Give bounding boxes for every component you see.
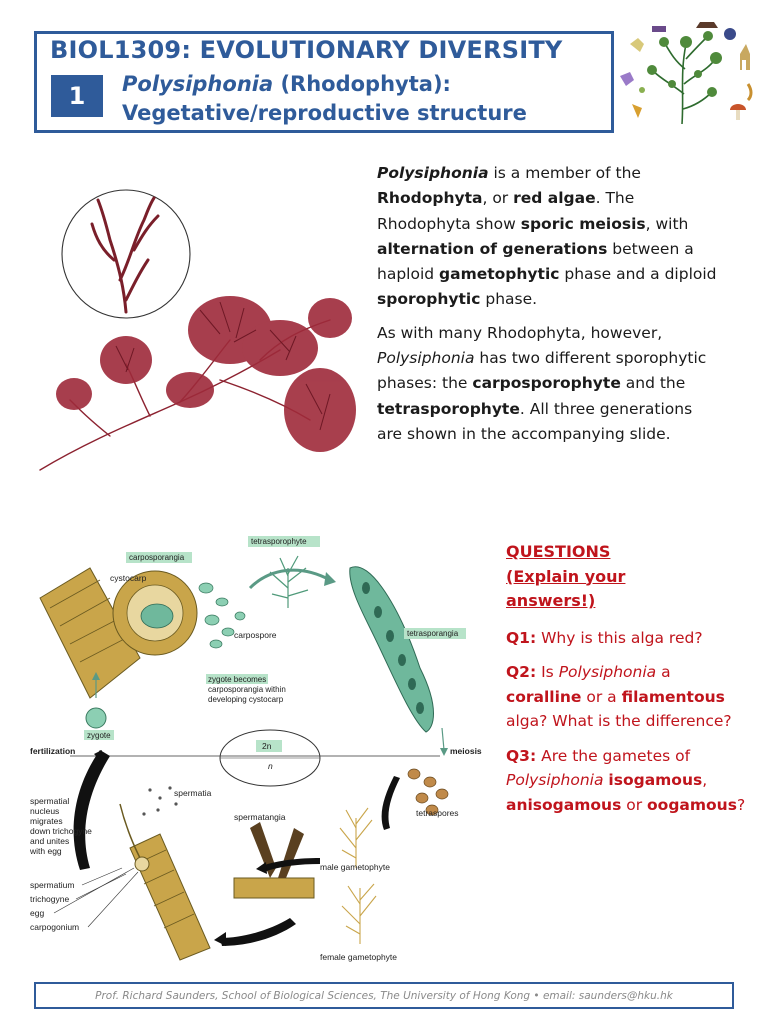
label-spermatial-1: spermatial: [30, 796, 70, 806]
question-1: Q1: Why is this alga red?: [506, 628, 703, 647]
label-zygote-becomes-3: developing cystocarp: [208, 695, 284, 704]
label-spermatium: spermatium: [30, 880, 75, 890]
label-tetraspores: tetraspores: [416, 808, 459, 818]
label-female-gametophyte: female gametophyte: [320, 952, 398, 962]
subtitle-rest: (Rhodophyta):: [273, 72, 451, 96]
intro-paragraph-2: As with many Rhodophyta, however, Polysiphonia has two different sporophytic phases: the carposporophyte and the tetrasporophyte. All three generations are shown in the accompanying slide.: [377, 323, 707, 443]
label-spermatial-2: nucleus: [30, 806, 60, 816]
life-cycle-diagram: [30, 528, 490, 968]
label-spermatia: spermatia: [174, 788, 212, 798]
carpogonium-drawing: [120, 804, 210, 960]
label-spermatial-5: and unites: [30, 836, 70, 846]
biodiversity-collage-image: [612, 14, 762, 132]
questions-heading-line-3: answers!): [506, 591, 596, 610]
page-subtitle: [122, 70, 527, 128]
label-trichogyne: trichogyne: [30, 894, 70, 904]
subtitle-genus: Polysiphonia: [122, 72, 274, 96]
label-spermatial-3: migrates: [30, 816, 63, 826]
label-carposporangia: carposporangia: [129, 553, 185, 562]
questions-heading: [506, 540, 746, 614]
label-tetrasporophyte: tetrasporophyte: [251, 537, 307, 546]
label-zygote-becomes-2: carposporangia within: [208, 685, 286, 694]
male-gametophyte-plant: [340, 808, 372, 868]
intro-text: [377, 161, 722, 455]
question-2: Q2: Is Polysiphonia a coralline or a filamentous alga? What is the difference?: [506, 663, 732, 730]
questions-heading-line-2: (Explain your: [506, 566, 626, 586]
footer-text: Prof. Richard Saunders, School of Biological Sciences, The University of Hong Kong • email: saunders@hku.hk: [95, 989, 673, 1002]
course-title: BIOL1309: EVOLUTIONARY DIVERSITY: [50, 36, 563, 64]
question-3: Q3: Are the gametes of Polysiphonia isogamous, anisogamous or oogamous?: [506, 746, 746, 814]
footer-credit: [34, 982, 734, 1009]
label-tetrasporangia: tetrasporangia: [407, 629, 459, 638]
lecture-number-badge: 1: [51, 75, 103, 117]
label-fertilization: fertilization: [30, 746, 76, 756]
label-carpospore: carpospore: [234, 630, 277, 640]
label-zygote-becomes-1: zygote becomes: [208, 675, 267, 684]
label-n: n: [268, 761, 273, 771]
questions-heading-line-1: QUESTIONS: [506, 542, 611, 561]
intro-paragraph-1: Polysiphonia is a member of the Rhodophyta, or red algae. The Rhodophyta show sporic meiosis, with alternation of generations between a haploid gametophytic phase and a diploid sporophytic phase.: [377, 164, 717, 309]
female-gametophyte-plant: [342, 884, 376, 944]
label-zygote: zygote: [87, 731, 111, 740]
label-cystocarp: cystocarp: [110, 573, 147, 583]
label-carpogonium: carpogonium: [30, 922, 80, 932]
subtitle-line2: Vegetative/reproductive structure: [122, 101, 527, 125]
tetrasporophyte-plant: [270, 556, 308, 608]
label-egg: egg: [30, 908, 45, 918]
cystocarp-drawing: [40, 568, 197, 698]
label-spermatangia: spermatangia: [234, 812, 286, 822]
label-meiosis: meiosis: [450, 746, 482, 756]
label-2n: 2n: [262, 741, 272, 751]
label-male-gametophyte: male gametophyte: [320, 862, 390, 872]
polysiphonia-specimen-illustration: [30, 180, 370, 520]
questions-section: [506, 540, 746, 827]
label-spermatial-4: down trichogyne: [30, 826, 92, 836]
label-spermatial-6: with egg: [30, 846, 62, 856]
zygote-cell: [86, 708, 106, 728]
